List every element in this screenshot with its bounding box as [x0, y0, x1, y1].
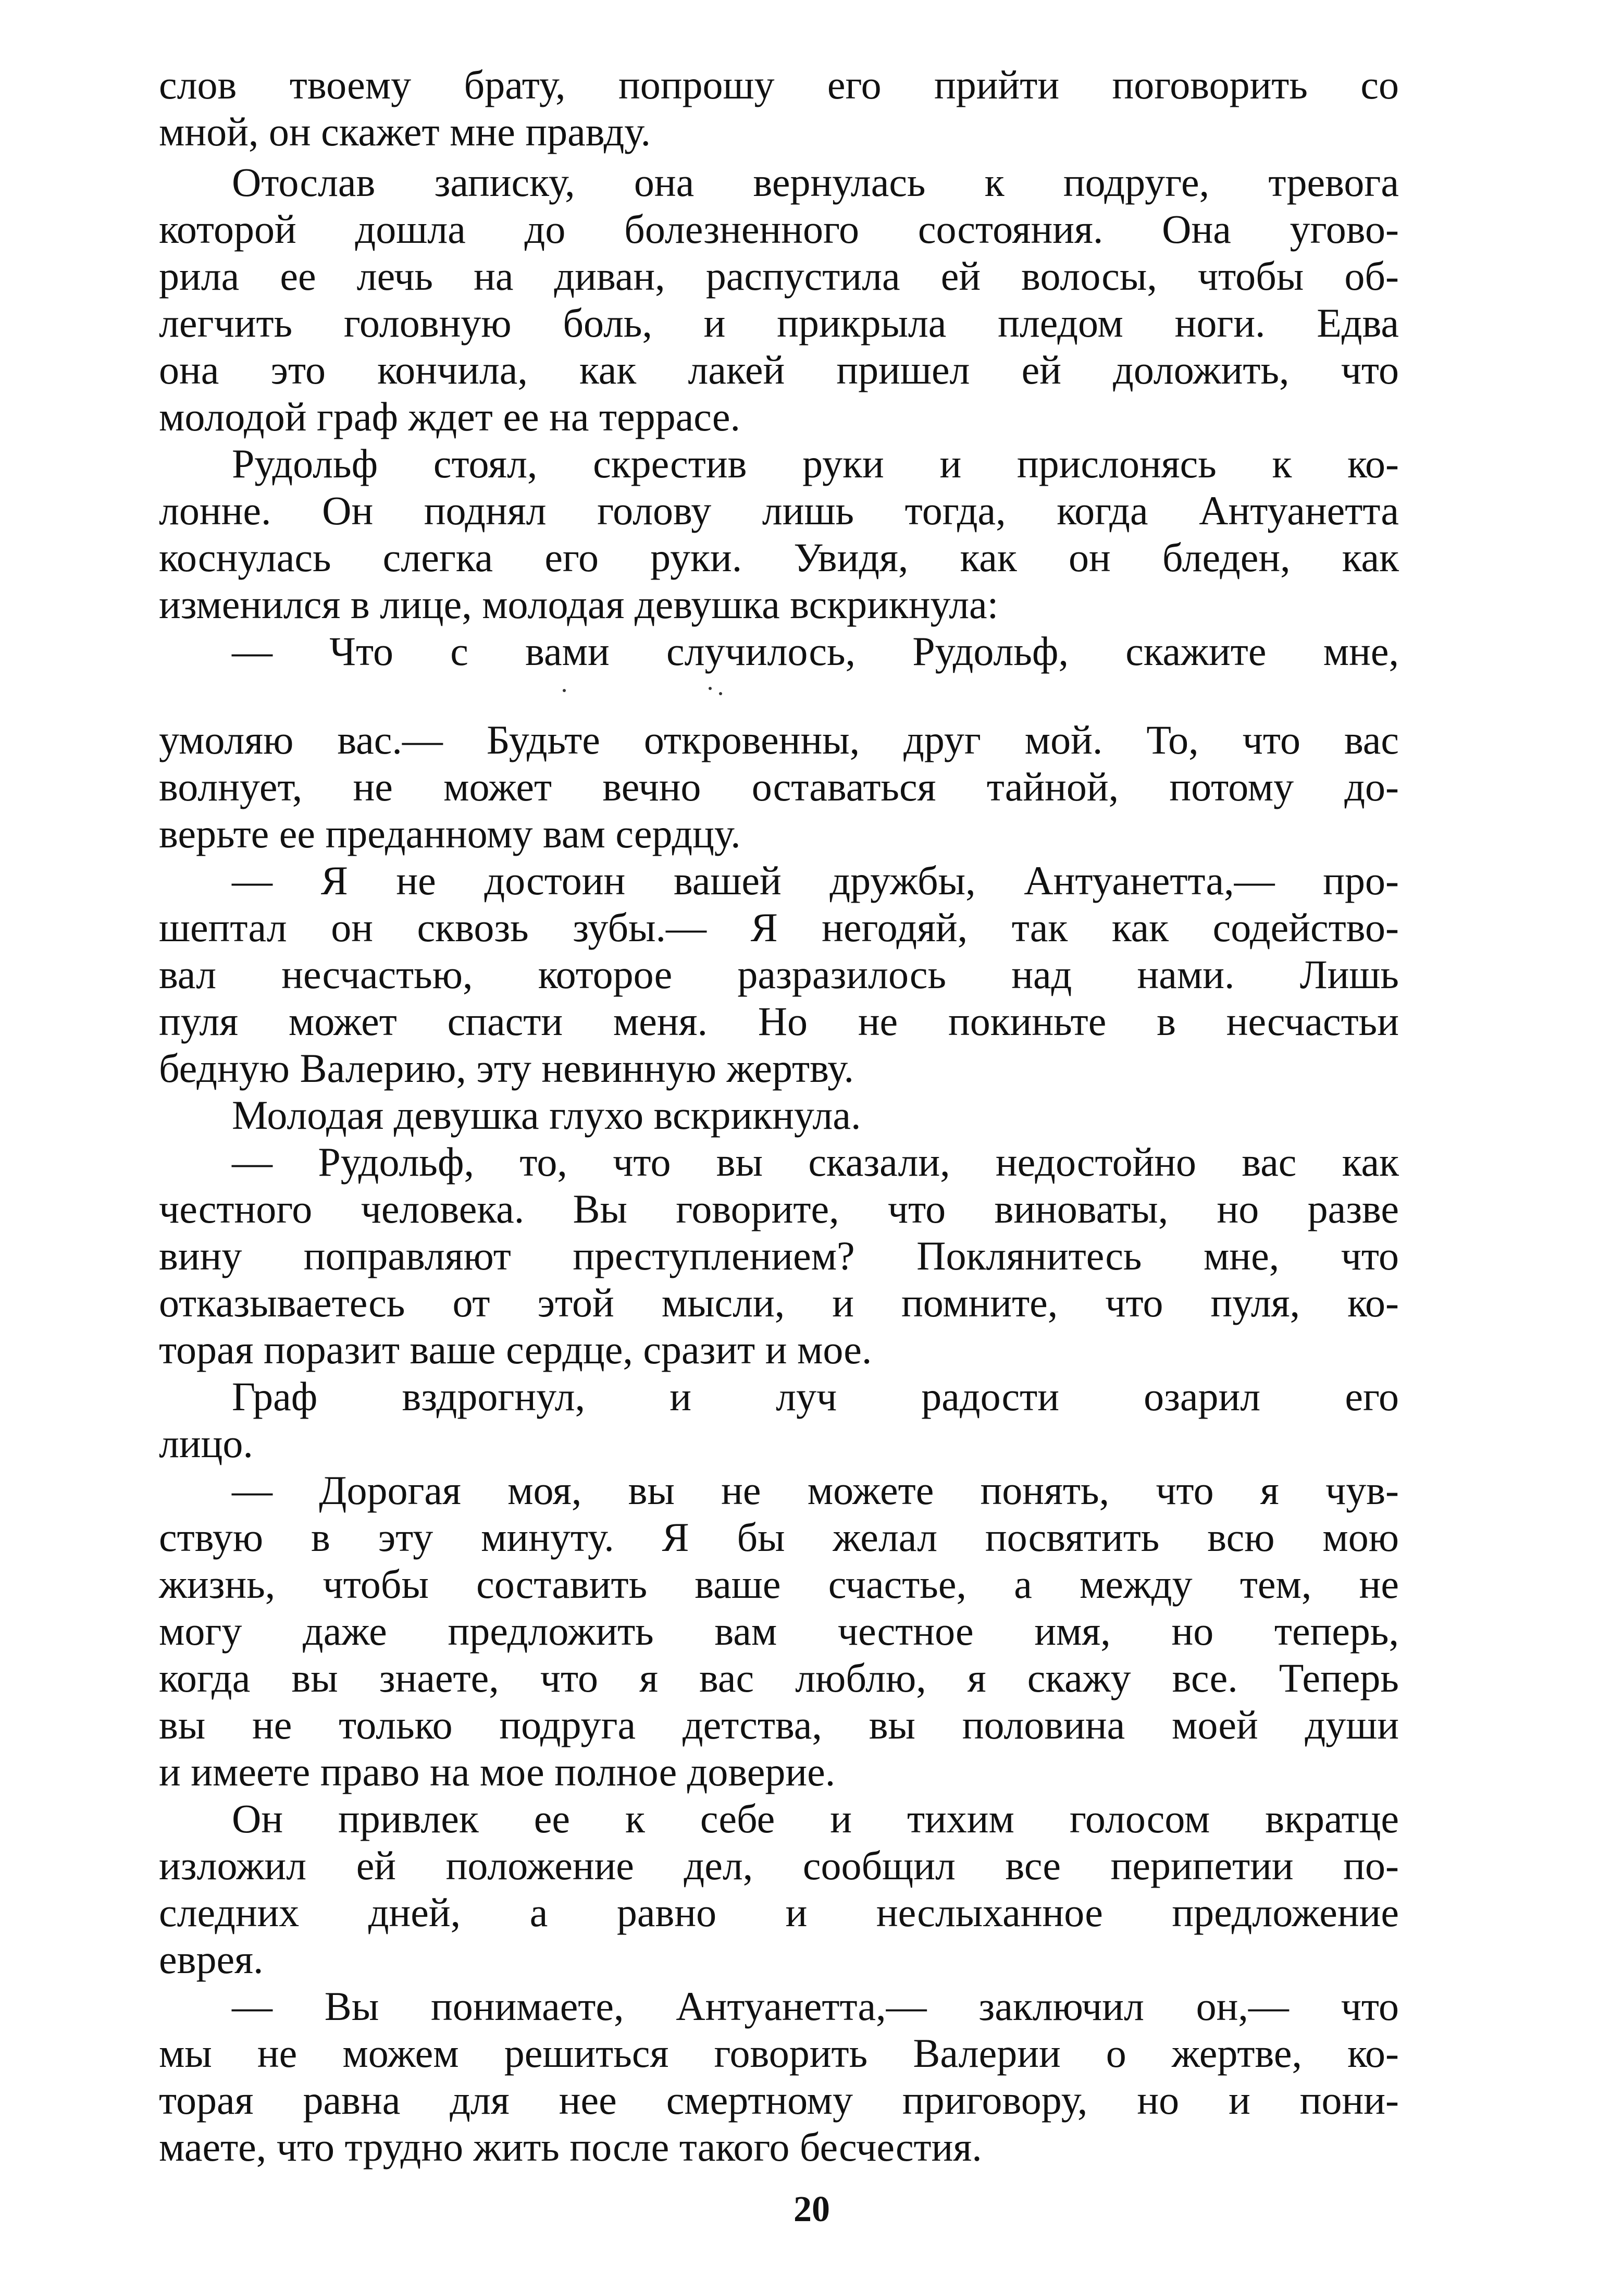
- text-line: Рудольф стоял, скрестив руки и прислонясь к ко-: [232, 441, 1399, 486]
- text-line: коснулась слегка его руки. Увидя, как он бледен, как: [159, 535, 1399, 580]
- text-line: еврея.: [159, 1937, 264, 1982]
- text-line: пуля может спасти меня. Но не покиньте в несчастьи: [159, 999, 1399, 1044]
- text-line: рила ее лечь на диван, распустила ей волосы, чтобы об-: [159, 253, 1399, 299]
- text-line: вину поправляют преступлением? Поклянитесь мне, что: [159, 1233, 1399, 1278]
- print-specks: [563, 687, 729, 699]
- text-line: волнует, не может вечно оставаться тайной, потому до-: [159, 764, 1399, 809]
- text-line: она это кончила, как лакей пришел ей доложить, что: [159, 347, 1399, 392]
- text-line: торая равна для нее смертному приговору, но и пони-: [159, 2077, 1399, 2123]
- text-line: и имеете право на мое полное доверие.: [159, 1749, 836, 1794]
- text-line: мной, он скажет мне правду.: [159, 109, 651, 154]
- text-line: лицо.: [159, 1421, 253, 1466]
- text-line: вал несчастью, которое разразилось над нами. Лишь: [159, 952, 1399, 997]
- text-line: — Вы понимаете, Антуанетта,— заключил он,— что: [232, 1983, 1399, 2029]
- text-line: вы не только подруга детства, вы половина моей души: [159, 1702, 1399, 1747]
- text-line: маете, что трудно жить после такого бесчестия.: [159, 2124, 982, 2170]
- text-line: могу даже предложить вам честное имя, но теперь,: [159, 1608, 1399, 1654]
- text-line: умоляю вас.— Будьте откровенны, друг мой. То, что вас: [159, 717, 1399, 762]
- text-line: Граф вздрогнул, и луч радости озарил его: [232, 1374, 1399, 1419]
- text-line: честного человека. Вы говорите, что виноваты, но разве: [159, 1186, 1399, 1231]
- text-line: молодой граф ждет ее на террасе.: [159, 394, 740, 439]
- text-line: следних дней, а равно и неслыханное предложение: [159, 1890, 1399, 1935]
- text-line: — Рудольф, то, что вы сказали, недостойно вас как: [232, 1139, 1399, 1185]
- text-line: слов твоему брату, попрошу его прийти поговорить со: [159, 62, 1399, 107]
- text-line: когда вы знаете, что я вас люблю, я скажу все. Теперь: [159, 1655, 1399, 1700]
- text-line: — Я не достоин вашей дружбы, Антуанетта,— про-: [232, 858, 1399, 903]
- text-line: лонне. Он поднял голову лишь тогда, когда Антуанетта: [159, 488, 1399, 533]
- text-line: мы не можем решиться говорить Валерии о жертве, ко-: [159, 2030, 1399, 2076]
- text-line: шептал он сквозь зубы.— Я негодяй, так как содейство-: [159, 905, 1399, 950]
- text-line: — Что с вами случилось, Рудольф, скажите мне,: [232, 629, 1399, 674]
- text-line: Отослав записку, она вернулась к подруге, тревога: [232, 159, 1399, 205]
- text-line: изменился в лице, молодая девушка вскрикнула:: [159, 582, 999, 627]
- text-line: легчить головную боль, и прикрыла пледом ноги. Едва: [159, 300, 1399, 346]
- page-number: 20: [794, 2189, 830, 2229]
- text-line: которой дошла до болезненного состояния. Она угово-: [159, 206, 1399, 252]
- text-line: Молодая девушка глухо вскрикнула.: [232, 1092, 861, 1138]
- text-line: изложил ей положение дел, сообщил все перипетии по-: [159, 1843, 1399, 1888]
- text-line: отказываетесь от этой мысли, и помните, что пуля, ко-: [159, 1280, 1399, 1325]
- text-line: жизнь, чтобы составить ваше счастье, а между тем, не: [159, 1561, 1399, 1607]
- text-line: верьте ее преданному вам сердцу.: [159, 811, 741, 856]
- text-line: торая поразит ваше сердце, сразит и мое.: [159, 1327, 872, 1372]
- text-line: ствую в эту минуту. Я бы желал посвятить всю мою: [159, 1514, 1399, 1560]
- text-line: бедную Валерию, эту невинную жертву.: [159, 1045, 854, 1091]
- text-line: Он привлек ее к себе и тихим голосом вкратце: [232, 1796, 1399, 1841]
- text-line: — Дорогая моя, вы не можете понять, что я чув-: [232, 1468, 1399, 1513]
